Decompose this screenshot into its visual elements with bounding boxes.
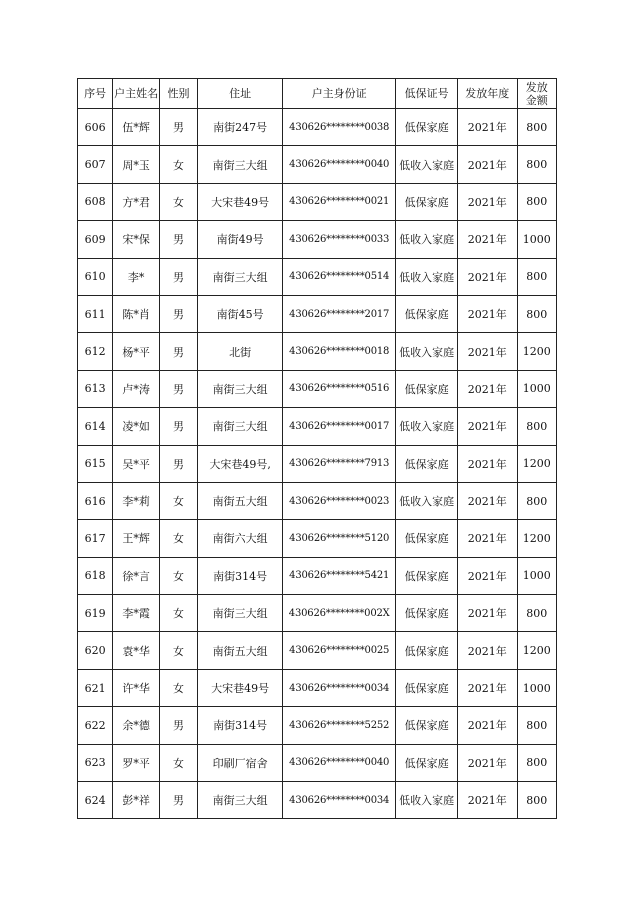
cell-gender: 男 [159,782,197,819]
cell-amount: 1000 [517,669,556,706]
cell-gender: 女 [159,557,197,594]
table-row [78,557,557,594]
cell-gender: 女 [159,744,197,781]
table-row [78,482,557,519]
cell-address: 南街三大组 [198,595,283,632]
table-row [78,445,557,482]
cell-year: 2021年 [457,109,517,146]
cell-cert: 低保家庭 [396,520,458,557]
cell-year: 2021年 [457,744,517,781]
cell-gender: 男 [159,295,197,332]
cell-gender: 女 [159,183,197,220]
header-cert: 低保证号 [396,79,458,109]
table-row [78,258,557,295]
cell-name: 许*华 [113,669,159,706]
table-row [78,109,557,146]
cell-id: 430626********0514 [283,258,396,295]
header-amount [517,79,556,109]
cell-amount: 1000 [517,221,556,258]
cell-seq: 616 [78,482,113,519]
table-row [78,520,557,557]
cell-year: 2021年 [457,258,517,295]
cell-id: 430626********0021 [283,183,396,220]
cell-name: 陈*肖 [113,295,159,332]
cell-amount: 800 [517,408,556,445]
cell-gender: 女 [159,669,197,706]
cell-id: 430626********7913 [283,445,396,482]
cell-seq: 614 [78,408,113,445]
cell-year: 2021年 [457,782,517,819]
table-row [78,408,557,445]
cell-id: 430626********0033 [283,221,396,258]
cell-address: 北街 [198,333,283,370]
cell-year: 2021年 [457,221,517,258]
cell-name: 凌*如 [113,408,159,445]
cell-cert: 低保家庭 [396,445,458,482]
cell-year: 2021年 [457,183,517,220]
table-body [78,109,557,819]
cell-gender: 女 [159,595,197,632]
cell-gender: 男 [159,408,197,445]
cell-amount: 1000 [517,557,556,594]
cell-address: 南街五大组 [198,632,283,669]
cell-cert: 低保家庭 [396,109,458,146]
cell-seq: 612 [78,333,113,370]
cell-amount: 1200 [517,632,556,669]
cell-year: 2021年 [457,595,517,632]
cell-amount: 1000 [517,370,556,407]
cell-seq: 606 [78,109,113,146]
cell-year: 2021年 [457,520,517,557]
cell-cert: 低收入家庭 [396,408,458,445]
header-row [78,79,557,109]
table-row [78,632,557,669]
cell-id: 430626********0018 [283,333,396,370]
table-row [78,669,557,706]
cell-address: 南街三大组 [198,370,283,407]
cell-year: 2021年 [457,445,517,482]
cell-amount: 800 [517,258,556,295]
cell-gender: 女 [159,520,197,557]
cell-gender: 女 [159,482,197,519]
cell-seq: 619 [78,595,113,632]
header-year: 发放年度 [457,79,517,109]
cell-name: 杨*平 [113,333,159,370]
cell-name: 余*德 [113,707,159,744]
cell-name: 方*君 [113,183,159,220]
cell-gender: 男 [159,707,197,744]
cell-cert: 低收入家庭 [396,482,458,519]
cell-name: 李*霞 [113,595,159,632]
cell-cert: 低收入家庭 [396,782,458,819]
cell-amount: 800 [517,295,556,332]
cell-address: 大宋巷49号 [198,183,283,220]
cell-amount: 800 [517,109,556,146]
cell-address: 南街五大组 [198,482,283,519]
cell-name: 王*辉 [113,520,159,557]
cell-cert: 低保家庭 [396,632,458,669]
cell-amount: 800 [517,782,556,819]
cell-amount: 800 [517,595,556,632]
cell-id: 430626********0040 [283,744,396,781]
header-amount-line1: 发放 [525,80,548,94]
cell-gender: 男 [159,109,197,146]
cell-seq: 608 [78,183,113,220]
cell-name: 彭*祥 [113,782,159,819]
cell-seq: 618 [78,557,113,594]
table-row [78,333,557,370]
cell-seq: 621 [78,669,113,706]
cell-name: 李*莉 [113,482,159,519]
cell-address: 南街六大组 [198,520,283,557]
cell-seq: 623 [78,744,113,781]
cell-year: 2021年 [457,295,517,332]
cell-id: 430626********002X [283,595,396,632]
cell-year: 2021年 [457,333,517,370]
cell-id: 430626********0038 [283,109,396,146]
cell-name: 袁*华 [113,632,159,669]
cell-year: 2021年 [457,482,517,519]
table-row [78,707,557,744]
cell-id: 430626********0516 [283,370,396,407]
cell-id: 430626********2017 [283,295,396,332]
cell-seq: 620 [78,632,113,669]
cell-address: 印刷厂宿舍 [198,744,283,781]
table-row [78,221,557,258]
table-row [78,183,557,220]
cell-amount: 1200 [517,333,556,370]
table-row [78,744,557,781]
cell-id: 430626********5421 [283,557,396,594]
cell-address: 南街49号 [198,221,283,258]
header-seq: 序号 [78,79,113,109]
cell-amount: 800 [517,707,556,744]
header-address: 住址 [198,79,283,109]
cell-cert: 低保家庭 [396,183,458,220]
cell-cert: 低收入家庭 [396,146,458,183]
cell-cert: 低收入家庭 [396,258,458,295]
cell-name: 李* [113,258,159,295]
cell-name: 吴*平 [113,445,159,482]
cell-gender: 男 [159,221,197,258]
cell-address: 南街314号 [198,707,283,744]
cell-id: 430626********0023 [283,482,396,519]
cell-name: 罗*平 [113,744,159,781]
cell-year: 2021年 [457,707,517,744]
header-gender: 性别 [159,79,197,109]
cell-amount: 800 [517,146,556,183]
cell-address: 南街三大组 [198,782,283,819]
cell-address: 南街三大组 [198,258,283,295]
cell-cert: 低保家庭 [396,557,458,594]
cell-seq: 609 [78,221,113,258]
cell-cert: 低收入家庭 [396,221,458,258]
cell-address: 大宋巷49号 [198,669,283,706]
cell-year: 2021年 [457,557,517,594]
cell-amount: 1200 [517,520,556,557]
cell-cert: 低保家庭 [396,295,458,332]
cell-name: 周*玉 [113,146,159,183]
cell-name: 伍*辉 [113,109,159,146]
cell-address: 南街247号 [198,109,283,146]
cell-seq: 624 [78,782,113,819]
cell-id: 430626********0017 [283,408,396,445]
table-row [78,595,557,632]
assistance-table [77,78,557,819]
cell-address: 大宋巷49号, [198,445,283,482]
cell-gender: 女 [159,146,197,183]
cell-year: 2021年 [457,632,517,669]
cell-cert: 低保家庭 [396,595,458,632]
cell-seq: 613 [78,370,113,407]
cell-address: 南街三大组 [198,408,283,445]
cell-gender: 男 [159,333,197,370]
cell-cert: 低保家庭 [396,744,458,781]
cell-amount: 800 [517,744,556,781]
cell-amount: 800 [517,183,556,220]
header-id: 户主身份证 [283,79,396,109]
cell-gender: 女 [159,632,197,669]
cell-address: 南街314号 [198,557,283,594]
cell-name: 宋*保 [113,221,159,258]
cell-id: 430626********0040 [283,146,396,183]
cell-name: 卢*涛 [113,370,159,407]
cell-address: 南街45号 [198,295,283,332]
cell-seq: 610 [78,258,113,295]
cell-seq: 615 [78,445,113,482]
table-header [78,79,557,109]
table-row [78,782,557,819]
cell-year: 2021年 [457,408,517,445]
cell-seq: 622 [78,707,113,744]
cell-amount: 1200 [517,445,556,482]
cell-id: 430626********5120 [283,520,396,557]
cell-address: 南街三大组 [198,146,283,183]
table-row [78,370,557,407]
cell-name: 徐*言 [113,557,159,594]
cell-id: 430626********0025 [283,632,396,669]
cell-seq: 607 [78,146,113,183]
header-amount-line2: 金额 [525,93,548,107]
header-name: 户主姓名 [113,79,159,109]
cell-year: 2021年 [457,669,517,706]
cell-gender: 男 [159,445,197,482]
cell-gender: 男 [159,370,197,407]
cell-cert: 低收入家庭 [396,333,458,370]
cell-seq: 617 [78,520,113,557]
cell-amount: 800 [517,482,556,519]
table-row [78,146,557,183]
cell-cert: 低保家庭 [396,370,458,407]
cell-id: 430626********0034 [283,782,396,819]
cell-gender: 男 [159,258,197,295]
cell-cert: 低保家庭 [396,669,458,706]
cell-year: 2021年 [457,146,517,183]
cell-year: 2021年 [457,370,517,407]
table-row [78,295,557,332]
cell-cert: 低保家庭 [396,707,458,744]
cell-id: 430626********5252 [283,707,396,744]
cell-seq: 611 [78,295,113,332]
cell-id: 430626********0034 [283,669,396,706]
